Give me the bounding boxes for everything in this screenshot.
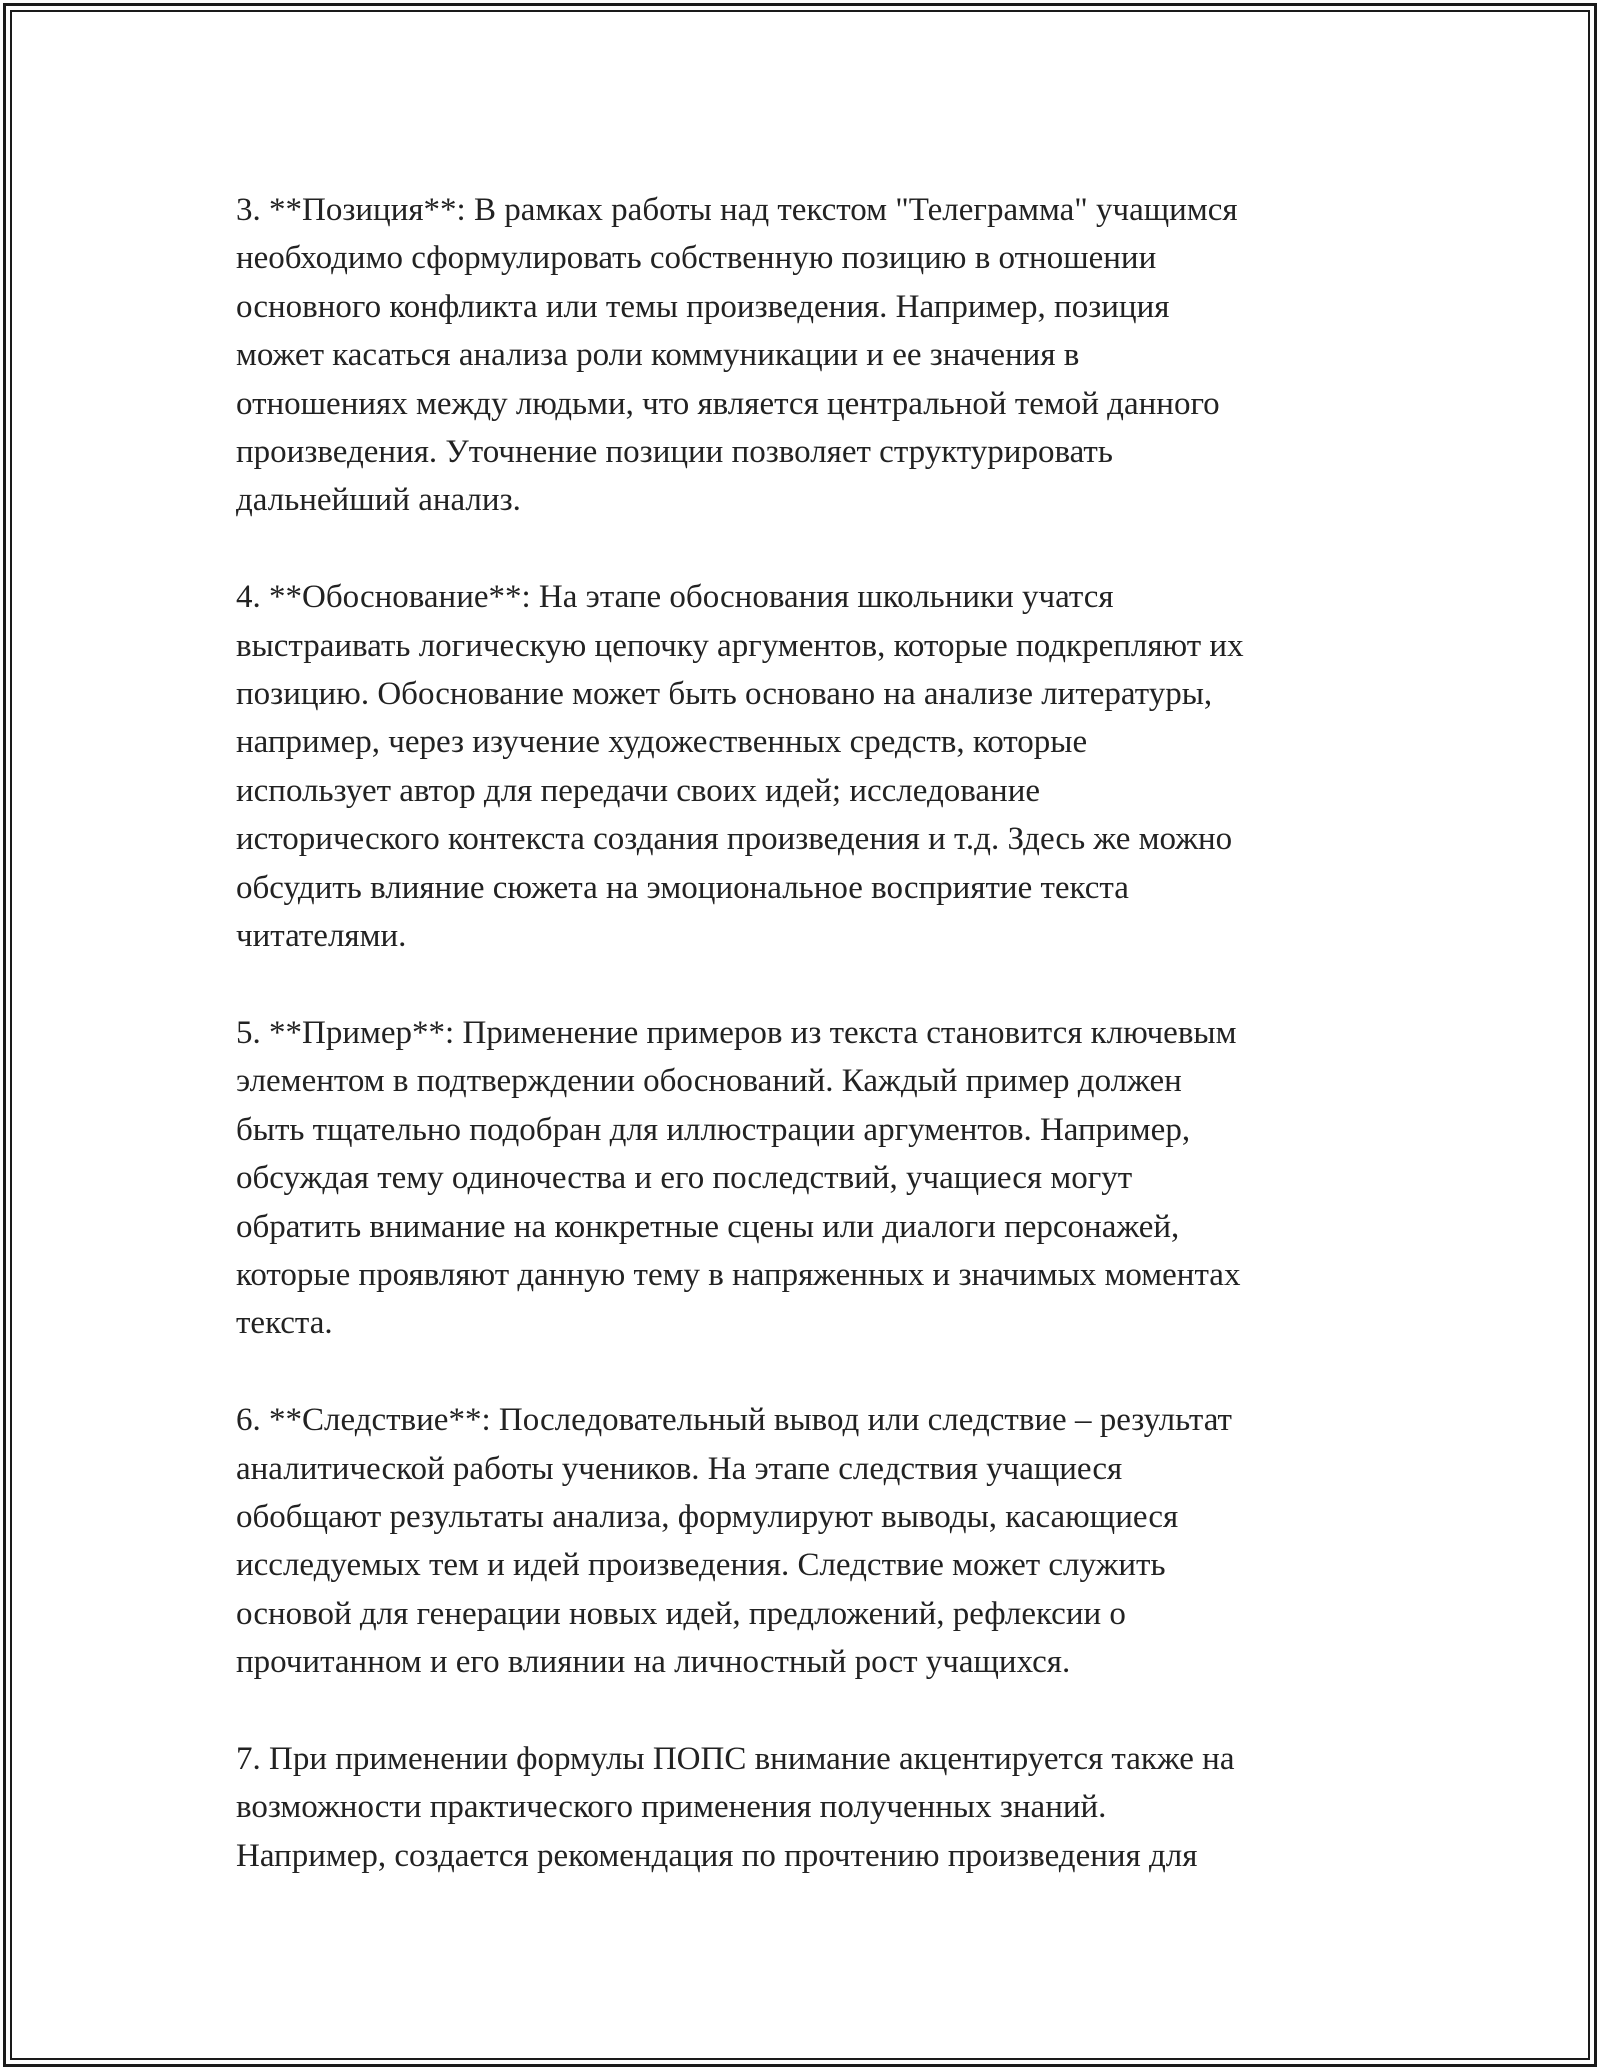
paragraph-position: 3. **Позиция**: В рамках работы над текстом "Телеграмма" учащимся необходимо сформулировать собственную позицию в отношении основного конфликта или темы произведения. Например, позиция может касаться анализа роли коммуникации и ее значения в отношениях между людьми, что является центральной темой данного произведения. Уточнение позиции позволяет структурировать дальнейший анализ. <box>236 192 1238 519</box>
paragraph-consequence: 6. **Следствие**: Последовательный вывод или следствие – результат аналитической работы учеников. На этапе следствия учащиеся обобщают результаты анализа, формулируют выводы, касающиеся исследуемых тем и идей произведения. Следствие может служить основой для генерации новых идей, предложений, рефлексии о прочитанном и его влиянии на личностный рост учащихся. <box>236 1402 1232 1681</box>
paragraph-example: 5. **Пример**: Применение примеров из текста становится ключевым элементом в подтверждении обоснований. Каждый пример должен быть тщательно подобран для иллюстрации аргументов. Например, обсуждая тему одиночества и его последствий, учащиеся могут обратить внимание на конкретные сцены или диалоги персонажей, которые проявляют данную тему в напряженных и значимых моментах текста. <box>236 1014 1241 1342</box>
document-body <box>236 186 1386 1929</box>
paragraph-justification: 4. **Обоснование**: На этапе обоснования школьники учатся выстраивать логическую цепочку аргументов, которые подкрепляют их позицию. Обоснование может быть основано на анализе литературы, например, через изучение художественных средств, которые использует автор для передачи своих идей; исследование исторического контекста создания произведения и т.д. Здесь же можно обсудить влияние сюжета на эмоциональное восприятие текста читателями. <box>236 579 1244 955</box>
paragraph-practical-application: 7. При применении формулы ПОПС внимание акцентируется также на возможности практического применения полученных знаний. Например, создается рекомендация по прочтению произведения для <box>236 1740 1235 1874</box>
